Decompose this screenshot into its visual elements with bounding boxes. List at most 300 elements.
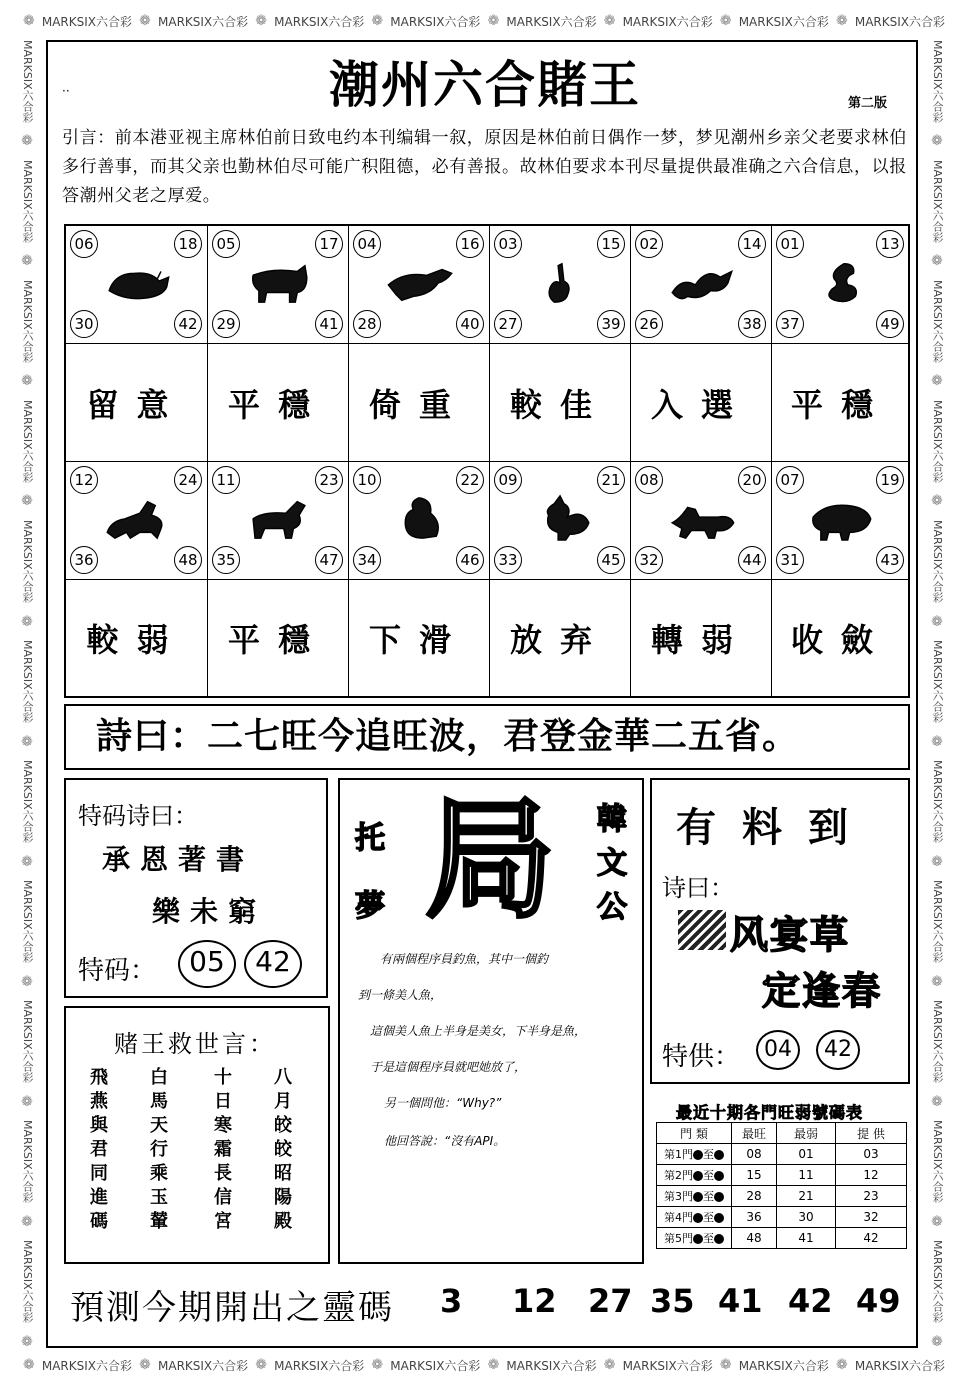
story-line-6: 他回答說：“沒有API。 [384,1134,506,1148]
tema-label: 特码： [78,956,157,986]
flower-ornament-icon: ❁ [21,1213,33,1230]
zodiac-number: 17 [315,230,343,258]
dwang-char: 十 [214,1067,232,1088]
door-cell [657,1165,732,1186]
youliao-line-2: 定逢春 [762,969,883,1013]
youliao-box [650,778,910,1084]
zodiac-cell [349,462,490,580]
zodiac-number: 41 [315,310,343,338]
zodiac-number: 07 [776,466,804,494]
door-cell [657,1228,732,1249]
flower-ornament-icon: ❁ [21,853,33,870]
vertical-char: 文 [597,846,627,881]
watermark-text: MARKSIX六合彩 [931,520,944,603]
zodiac-cell [631,226,772,344]
door-label: 第1門 [664,1148,693,1161]
zodiac-number: 36 [70,546,98,574]
scribble-mark [678,910,726,950]
youliao-number-2: 42 [816,1030,860,1070]
poem-bar: 詩曰：二七旺今追旺波，君登金華二五省。 [64,704,910,770]
dwang-char: 飛 [90,1067,108,1088]
ball-icon [714,1171,724,1181]
flower-ornament-icon: ❁ [931,733,943,750]
zodiac-number: 49 [876,310,904,338]
offer-number: 23 [836,1186,907,1207]
tema-number-2: 42 [244,940,302,988]
to-label: 至 [703,1169,714,1182]
zodiac-fortune-word: 較佳 [509,385,610,424]
watermark-text: MARKSIX六合彩 [21,640,34,723]
door-cell [657,1207,732,1228]
zodiac-fortune-word: 倚重 [368,385,469,424]
dwang-char: 進 [90,1187,108,1208]
dwang-char: 與 [90,1115,108,1136]
zodiac-word-cell [631,344,772,462]
watermark-text: MARKSIX六合彩 [931,160,944,243]
dwang-char: 馬 [150,1091,168,1112]
dwang-char: 皎 [274,1139,292,1160]
hot-number: 15 [732,1165,777,1186]
dwang-char: 八 [274,1067,292,1088]
cold-number: 21 [777,1186,836,1207]
zodiac-number: 20 [738,466,766,494]
zodiac-cell [631,462,772,580]
zodiac-number: 08 [635,466,663,494]
goat-icon [242,494,316,542]
youliao-line-1: 风宴草 [730,913,851,957]
zodiac-number: 24 [174,466,202,494]
zodiac-number: 39 [597,310,625,338]
flower-ornament-icon: ❁ [835,1357,848,1373]
watermark-text: MARKSIX六合彩 [738,1358,829,1373]
offer-number: 42 [836,1228,907,1249]
dwang-column [144,1066,174,1234]
watermark-text: MARKSIX六合彩 [622,1358,713,1373]
zodiac-number: 04 [353,230,381,258]
zodiac-fortune-word: 入選 [650,385,751,424]
zodiac-number: 23 [315,466,343,494]
door-label: 第5門 [664,1232,693,1245]
zodiac-word-cell [208,580,349,696]
tema-line-2: 樂未窮 [152,895,267,928]
hot-number: 08 [732,1144,777,1165]
page-title: 潮州六合賭王 [329,55,641,114]
zodiac-number: 46 [456,546,484,574]
zodiac-word-cell [631,580,772,696]
watermark-text: MARKSIX六合彩 [931,400,944,483]
table-row [657,1207,907,1228]
zodiac-fortune-word: 轉弱 [650,621,751,659]
dwang-char: 燕 [90,1091,108,1112]
dragon-icon [665,258,739,306]
watermark-text: MARKSIX六合彩 [854,1358,945,1373]
door-label: 第2門 [664,1169,693,1182]
ball-icon [693,1171,703,1181]
dwang-char: 昭 [274,1163,292,1184]
watermark-text: MARKSIX六合彩 [41,1358,133,1373]
zodiac-fortune-word: 留意 [86,385,187,424]
flower-ornament-icon: ❁ [255,13,268,29]
zodiac-number: 22 [456,466,484,494]
zodiac-number: 06 [70,230,98,258]
dwang-column [84,1066,114,1234]
zodiac-fortune-word: 較弱 [86,621,187,659]
edition-label: 第二版 [848,96,888,111]
dwang-char: 輦 [150,1211,168,1232]
zodiac-number: 13 [876,230,904,258]
flower-ornament-icon: ❁ [21,1333,33,1350]
zodiac-fortune-word: 下滑 [368,621,469,659]
hot-number: 36 [732,1207,777,1228]
watermark-text: MARKSIX六合彩 [854,14,945,29]
dwang-char: 殿 [274,1211,292,1232]
zodiac-number: 01 [776,230,804,258]
story-line-2: 到一條美人魚， [358,988,443,1002]
flower-ornament-icon: ❁ [139,1357,151,1373]
table-caption: 最近十期各門旺弱號碼表 [676,1103,864,1122]
flower-ornament-icon: ❁ [21,373,33,390]
watermark-text: MARKSIX六合彩 [506,14,597,29]
tuomeng-right-label [594,798,630,930]
dwang-char: 天 [150,1115,168,1136]
watermark-text: MARKSIX六合彩 [931,280,944,363]
vertical-char: 夢 [355,889,385,924]
zodiac-number: 42 [174,310,202,338]
watermark-text: MARKSIX六合彩 [21,400,34,483]
flower-ornament-icon: ❁ [21,1093,33,1110]
monkey-icon [383,494,457,542]
zodiac-number: 38 [738,310,766,338]
vertical-char: 公 [597,890,627,925]
dwang-column [268,1066,298,1234]
ball-icon [714,1192,724,1202]
zodiac-fortune-word: 平穩 [227,621,328,659]
predict-number: 42 [788,1282,833,1320]
youliao-number-1: 04 [756,1030,800,1070]
dwang-char: 長 [214,1163,232,1184]
to-label: 至 [703,1211,714,1224]
zodiac-number: 19 [876,466,904,494]
watermark-text: MARKSIX六合彩 [274,1358,365,1373]
zodiac-word-cell [490,580,631,696]
watermark-bottom [20,1352,945,1378]
door-cell [657,1144,732,1165]
zodiac-word-cell [490,344,631,462]
dwang-char: 行 [150,1139,168,1160]
zodiac-grid [64,224,910,698]
to-label: 至 [703,1148,714,1161]
watermark-text: MARKSIX六合彩 [931,40,944,123]
cold-number: 01 [777,1144,836,1165]
ball-icon [693,1150,703,1160]
table-row [657,1144,907,1165]
zodiac-number: 14 [738,230,766,258]
ball-icon [693,1192,703,1202]
ball-icon [714,1213,724,1223]
zodiac-number: 15 [597,230,625,258]
zodiac-number: 33 [494,546,522,574]
dwang-title: 赌王救世言： [114,1030,276,1058]
flower-ornament-icon: ❁ [21,253,33,270]
zodiac-number: 40 [456,310,484,338]
zodiac-number: 30 [70,310,98,338]
zodiac-cell [490,462,631,580]
flower-ornament-icon: ❁ [931,253,943,270]
tema-number-1: 05 [178,940,236,988]
watermark-text: MARKSIX六合彩 [931,1000,944,1084]
predict-number: 41 [718,1282,763,1320]
zodiac-cell [772,462,910,580]
watermark-text: MARKSIX六合彩 [21,1000,34,1084]
flower-ornament-icon: ❁ [719,1357,732,1373]
dwang-column [208,1066,238,1234]
zodiac-cell [490,226,631,344]
zodiac-number: 28 [353,310,381,338]
dwang-char: 信 [214,1187,232,1208]
hot-number: 28 [732,1186,777,1207]
ox-icon [242,258,316,306]
zodiac-number: 12 [70,466,98,494]
flower-ornament-icon: ❁ [931,493,943,510]
predict-label: 預測今期開出之靈碼 [70,1288,394,1328]
zodiac-number: 21 [597,466,625,494]
horse-icon [100,494,174,542]
zodiac-cell [772,226,910,344]
zodiac-number: 10 [353,466,381,494]
predict-number: 27 [588,1282,633,1320]
table-row [657,1228,907,1249]
offer-number: 03 [836,1144,907,1165]
door-label: 第3門 [664,1190,693,1203]
zodiac-word-cell [772,344,910,462]
watermark-text: MARKSIX六合彩 [738,14,829,29]
table-row [657,1186,907,1207]
flower-ornament-icon: ❁ [139,13,151,29]
flower-ornament-icon: ❁ [931,1333,943,1350]
flower-ornament-icon: ❁ [487,1357,500,1373]
zodiac-number: 48 [174,546,202,574]
watermark-text: MARKSIX六合彩 [506,1358,597,1373]
watermark-text: MARKSIX六合彩 [158,14,249,29]
zodiac-number: 32 [635,546,663,574]
flower-ornament-icon: ❁ [931,1213,943,1230]
flower-ornament-icon: ❁ [21,493,33,510]
watermark-text: MARKSIX六合彩 [21,520,34,603]
zodiac-number: 34 [353,546,381,574]
flower-ornament-icon: ❁ [23,13,35,29]
dwang-char: 霜 [214,1139,232,1160]
zodiac-number: 26 [635,310,663,338]
watermark-text: MARKSIX六合彩 [21,760,34,843]
dwang-char: 白 [150,1067,168,1088]
pig-icon [804,494,878,542]
watermark-text: MARKSIX六合彩 [274,14,365,29]
predict-number: 35 [650,1282,695,1320]
zodiac-number: 05 [212,230,240,258]
zodiac-number: 18 [174,230,202,258]
watermark-text: MARKSIX六合彩 [21,280,34,363]
rooster-icon [524,494,598,542]
dwang-char: 宮 [214,1211,232,1232]
dwang-char: 同 [90,1163,108,1184]
table-row [657,1165,907,1186]
zodiac-cell [208,226,349,344]
predict-number: 3 [440,1282,463,1320]
dwang-char: 乘 [150,1163,168,1184]
zodiac-number: 45 [597,546,625,574]
door-table [656,1122,907,1249]
flower-ornament-icon: ❁ [931,1093,943,1110]
corner-dots: ·· [62,84,70,98]
vertical-char: 韓 [597,802,627,837]
watermark-text: MARKSIX六合彩 [931,1240,944,1324]
flower-ornament-icon: ❁ [371,13,384,29]
flower-ornament-icon: ❁ [835,13,848,29]
zodiac-number: 29 [212,310,240,338]
dog-icon [665,494,739,542]
zodiac-number: 03 [494,230,522,258]
dwang-char: 寒 [214,1115,232,1136]
zodiac-cell [66,226,208,344]
flower-ornament-icon: ❁ [931,133,943,150]
ball-icon [714,1234,724,1244]
flower-ornament-icon: ❁ [931,973,943,990]
watermark-text: MARKSIX六合彩 [931,640,944,723]
zodiac-fortune-word: 收斂 [790,621,891,659]
snake-icon [804,258,878,306]
zodiac-number: 27 [494,310,522,338]
hot-number: 48 [732,1228,777,1249]
door-cell [657,1186,732,1207]
rat-icon [100,258,174,306]
zodiac-word-cell [66,344,208,462]
watermark-text: MARKSIX六合彩 [158,1358,249,1373]
table-header: 門 類 [657,1123,732,1144]
ball-icon [714,1150,724,1160]
flower-ornament-icon: ❁ [931,853,943,870]
flower-ornament-icon: ❁ [371,1357,384,1373]
to-label: 至 [703,1190,714,1203]
dwang-char: 碼 [90,1211,108,1232]
vertical-char: 托 [355,821,385,856]
zodiac-number: 35 [212,546,240,574]
offer-number: 32 [836,1207,907,1228]
flower-ornament-icon: ❁ [21,613,33,630]
zodiac-number: 47 [315,546,343,574]
dwang-char: 玉 [150,1187,168,1208]
flower-ornament-icon: ❁ [603,13,616,29]
table-header: 最弱 [777,1123,836,1144]
predict-number: 12 [512,1282,557,1320]
zodiac-number: 43 [876,546,904,574]
flower-ornament-icon: ❁ [603,1357,616,1373]
to-label: 至 [703,1232,714,1245]
zodiac-fortune-word: 放弃 [509,621,610,659]
zodiac-fortune-word: 平穩 [227,385,328,424]
table-header: 最旺 [732,1123,777,1144]
flower-ornament-icon: ❁ [487,13,500,29]
intro-text: 引言：前本港亚视主席林伯前日致电约本刊编辑一叙，原因是林伯前日偶作一梦，梦见潮州乡亲父老要求林伯多行善事，而其父亲也勤林伯尽可能广积阻德，必有善报。故林伯要求本刊尽量提供最准确之六合信息，以报答潮州父老之厚爱。 [62,128,907,206]
offer-number: 12 [836,1165,907,1186]
flower-ornament-icon: ❁ [23,1357,35,1373]
youliao-sub: 诗曰： [662,874,734,902]
cold-number: 30 [777,1207,836,1228]
zodiac-word-cell [349,344,490,462]
watermark-text: MARKSIX六合彩 [21,160,34,243]
predict-number: 49 [856,1282,901,1320]
dwang-char: 陽 [274,1187,292,1208]
flower-ornament-icon: ❁ [21,133,33,150]
watermark-text: MARKSIX六合彩 [21,40,34,123]
door-label: 第4門 [664,1211,693,1224]
zodiac-cell [208,462,349,580]
zodiac-fortune-word: 平穩 [790,385,891,424]
tuomeng-big-char: 局 [424,784,555,936]
tema-box [64,778,328,998]
zodiac-number: 09 [494,466,522,494]
dwang-char: 日 [214,1091,232,1112]
watermark-text: MARKSIX六合彩 [931,880,944,963]
watermark-text: MARKSIX六合彩 [390,1358,481,1373]
zodiac-number: 37 [776,310,804,338]
table-header: 提 供 [836,1123,907,1144]
zodiac-cell [349,226,490,344]
watermark-right [924,40,950,1350]
watermark-text: MARKSIX六合彩 [622,14,713,29]
cold-number: 41 [777,1228,836,1249]
ball-icon [693,1234,703,1244]
zodiac-number: 02 [635,230,663,258]
zodiac-word-cell [772,580,910,696]
watermark-text: MARKSIX六合彩 [931,760,944,843]
tema-title: 特码诗曰： [78,802,198,830]
dwang-char: 皎 [274,1115,292,1136]
flower-ornament-icon: ❁ [21,973,33,990]
flower-ornament-icon: ❁ [931,613,943,630]
cold-number: 11 [777,1165,836,1186]
tema-line-1: 承恩著書 [102,843,255,876]
watermark-text: MARKSIX六合彩 [390,14,481,29]
zodiac-number: 11 [212,466,240,494]
youliao-title: 有料到 [676,805,874,851]
zodiac-word-cell [208,344,349,462]
flower-ornament-icon: ❁ [21,733,33,750]
tiger-icon [383,258,457,306]
flower-ornament-icon: ❁ [931,373,943,390]
zodiac-word-cell [349,580,490,696]
watermark-text: MARKSIX六合彩 [41,14,133,29]
watermark-text: MARKSIX六合彩 [931,1120,944,1204]
story-line-3: 這個美人魚上半身是美女，下半身是魚， [370,1024,587,1038]
zodiac-word-cell [66,580,208,696]
story-line-5: 另一個問他：“Why?” [384,1096,502,1110]
story-line-1: 有兩個程序員釣魚，其中一個釣 [380,952,549,966]
zodiac-number: 31 [776,546,804,574]
watermark-text: MARKSIX六合彩 [21,1240,34,1324]
watermark-text: MARKSIX六合彩 [21,1120,34,1204]
watermark-text: MARKSIX六合彩 [21,880,34,963]
watermark-top [20,8,945,34]
rabbit-icon [524,258,598,306]
story-line-4: 于是這個程序員就吧她放了， [370,1060,527,1074]
youliao-label: 特供： [662,1042,741,1072]
flower-ornament-icon: ❁ [719,13,732,29]
zodiac-cell [66,462,208,580]
dwang-char: 月 [274,1091,292,1112]
flower-ornament-icon: ❁ [255,1357,268,1373]
ball-icon [693,1213,703,1223]
dwang-char: 君 [90,1139,108,1160]
